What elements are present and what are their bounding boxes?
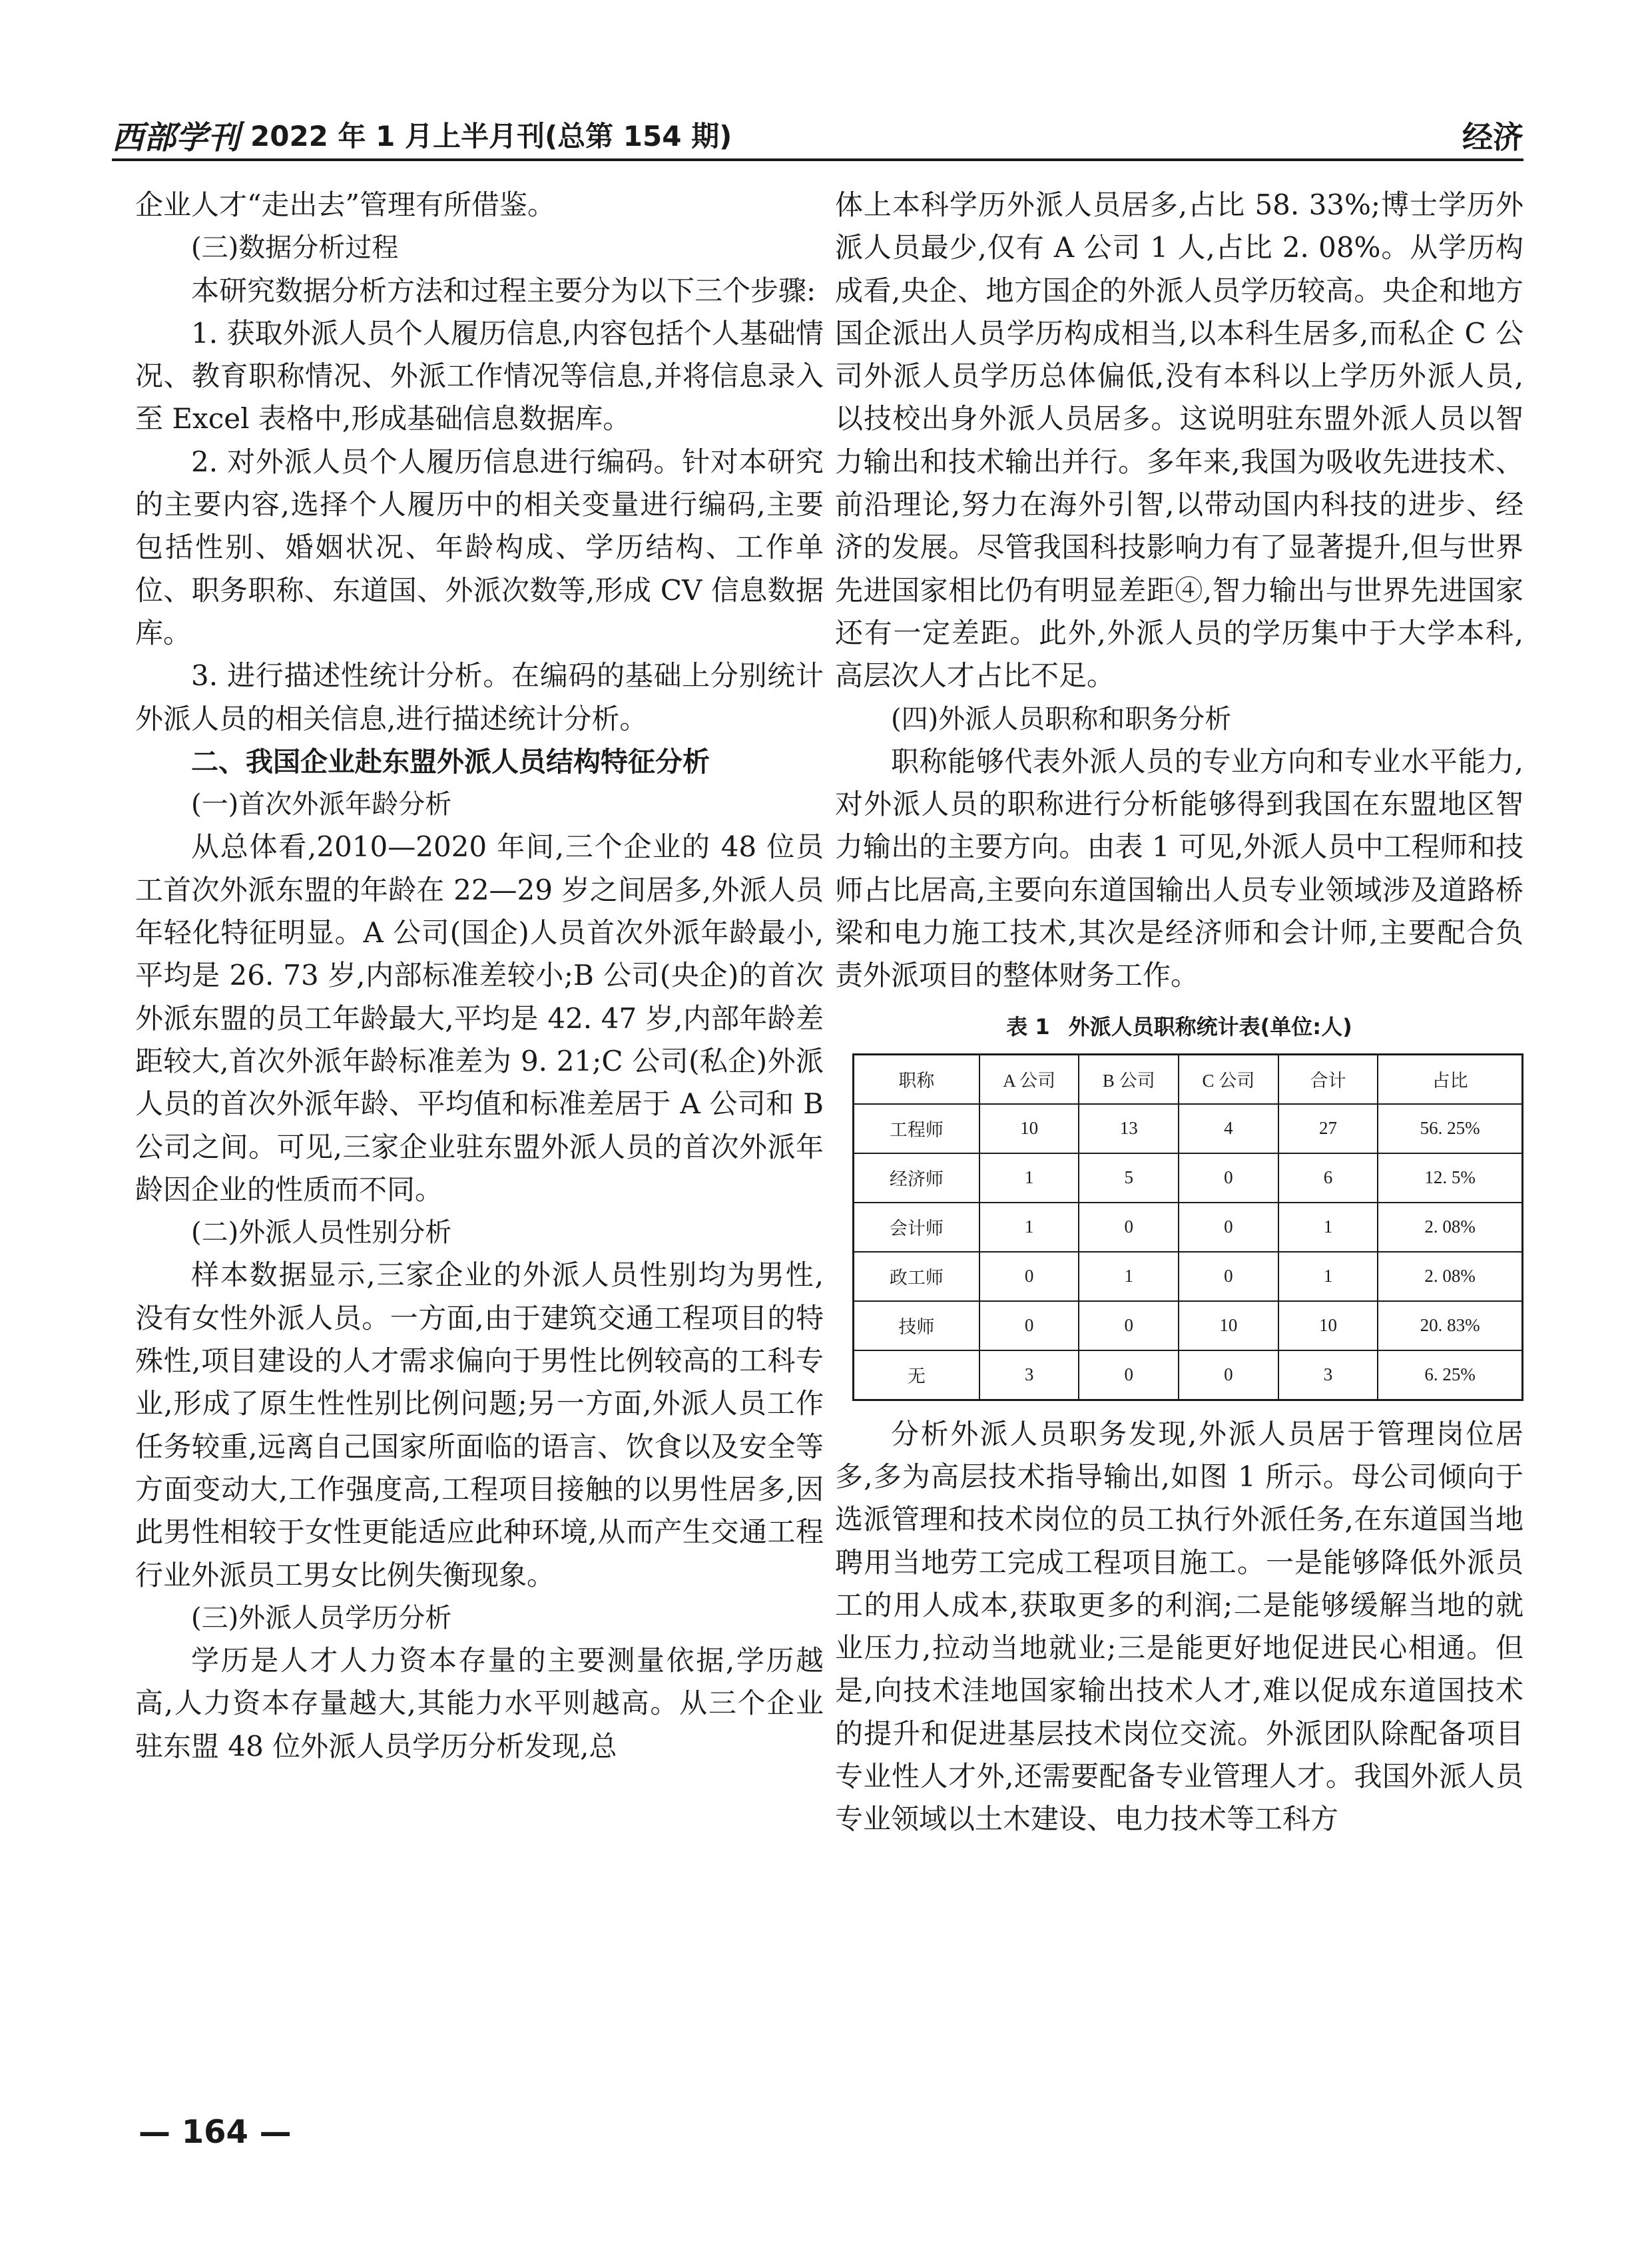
cell-c-company: 0 bbox=[1179, 1153, 1278, 1203]
paragraph: 职称能够代表外派人员的专业方向和专业水平能力,对外派人员的职称进行分析能够得到我国在东盟地区智力输出的主要方向。由表 1 可见,外派人员中工程师和技师占比居高,主要向东道国输出人员专业领域涉及道路桥梁和电力施工技术,其次是经济师和会计师,主要配合负责外派项目的整体财务工作。 bbox=[835, 744, 1523, 992]
cell-b-company: 13 bbox=[1079, 1104, 1179, 1153]
journal-logo: 西部学刊 bbox=[112, 119, 240, 156]
section-name: 经济 bbox=[1462, 119, 1523, 155]
paragraph: 2. 对外派人员个人履历信息进行编码。针对本研究的主要内容,选择个人履历中的相关变量进行编码,主要包括性别、婚姻状况、年龄构成、学历结构、工作单位、职务职称、东道国、外派次数等,形成 CV 信息数据库。 bbox=[135, 445, 824, 649]
section-heading: (三)外派人员学历分析 bbox=[191, 1602, 452, 1633]
cell-a-company: 1 bbox=[979, 1153, 1079, 1203]
page-number: — 164 — bbox=[138, 2113, 292, 2151]
cell-a-company: 10 bbox=[979, 1104, 1079, 1153]
cell-total: 1 bbox=[1278, 1203, 1378, 1252]
section-heading: (四)外派人员职称和职务分析 bbox=[891, 703, 1232, 734]
cell-total: 27 bbox=[1278, 1104, 1378, 1153]
header-ratio: 占比 bbox=[1378, 1054, 1522, 1104]
table-row bbox=[854, 1301, 1523, 1350]
table-row bbox=[854, 1104, 1523, 1153]
left-column bbox=[135, 184, 824, 1768]
cell-ratio: 56. 25% bbox=[1378, 1104, 1522, 1153]
cell-b-company: 1 bbox=[1079, 1252, 1179, 1301]
cell-ratio: 2. 08% bbox=[1378, 1252, 1522, 1301]
cell-ratio: 6. 25% bbox=[1378, 1350, 1522, 1400]
cell-a-company: 0 bbox=[979, 1252, 1079, 1301]
cell-title: 技师 bbox=[854, 1301, 979, 1350]
cell-a-company: 1 bbox=[979, 1203, 1079, 1252]
cell-b-company: 5 bbox=[1079, 1153, 1179, 1203]
cell-ratio: 12. 5% bbox=[1378, 1153, 1522, 1203]
table-row bbox=[854, 1252, 1523, 1301]
cell-title: 会计师 bbox=[854, 1203, 979, 1252]
table-caption bbox=[835, 1012, 1523, 1041]
section-heading: (三)数据分析过程 bbox=[191, 232, 399, 264]
cell-c-company: 0 bbox=[1179, 1203, 1278, 1252]
header-c-company: C 公司 bbox=[1179, 1054, 1278, 1104]
cell-c-company: 0 bbox=[1179, 1350, 1278, 1400]
header-rule bbox=[112, 158, 1523, 161]
cell-c-company: 0 bbox=[1179, 1252, 1278, 1301]
header-title: 职称 bbox=[854, 1054, 979, 1104]
cell-ratio: 20. 83% bbox=[1378, 1301, 1522, 1350]
cell-total: 6 bbox=[1278, 1153, 1378, 1203]
paragraph: 企业人才“走出去”管理有所借鉴。 bbox=[135, 188, 555, 221]
right-column bbox=[835, 184, 1523, 1841]
cell-c-company: 4 bbox=[1179, 1104, 1278, 1153]
cell-a-company: 3 bbox=[979, 1350, 1079, 1400]
cell-title: 政工师 bbox=[854, 1252, 979, 1301]
section-heading: (一)首次外派年龄分析 bbox=[191, 789, 452, 820]
table-caption-title: 外派人员职称统计表(单位:人) bbox=[1068, 1013, 1352, 1039]
cell-ratio: 2. 08% bbox=[1378, 1203, 1522, 1252]
cell-b-company: 0 bbox=[1079, 1203, 1179, 1252]
paragraph: 本研究数据分析方法和过程主要分为以下三个步骤: bbox=[191, 274, 816, 307]
running-header bbox=[112, 111, 1523, 156]
cell-title: 工程师 bbox=[854, 1104, 979, 1153]
table-row bbox=[854, 1350, 1523, 1400]
paragraph: 1. 获取外派人员个人履历信息,内容包括个人基础情况、教育职称情况、外派工作情况等信息,并将信息录入至 Excel 表格中,形成基础信息数据库。 bbox=[135, 316, 824, 435]
table-caption-number: 表 1 bbox=[1006, 1013, 1050, 1039]
cell-title: 经济师 bbox=[854, 1153, 979, 1203]
cell-title: 无 bbox=[854, 1350, 979, 1400]
cell-b-company: 0 bbox=[1079, 1350, 1179, 1400]
header-b-company: B 公司 bbox=[1079, 1054, 1179, 1104]
right-column-bottom-text bbox=[835, 1413, 1523, 1841]
section-heading: (二)外派人员性别分析 bbox=[191, 1217, 452, 1249]
paragraph: 体上本科学历外派人员居多,占比 58. 33%;博士学历外派人员最少,仅有 A 公司 1 人,占比 2. 08%。从学历构成看,央企、地方国企的外派人员学历较高。央企和地方国企派出人员学历构成相当,以本科生居多,而私企 C 公司外派人员学历总体偏低,没有本科以上学历外派人员,以技校出身外派人员居多。这说明驻东盟外派人员以智力输出和技术输出并行。多年来,我国为吸收先进技术、前沿理论,努力在海外引智,以带动国内科技的进步、经济的发展。尽管我国科技影响力有了显著提升,但与世界先进国家相比仍有明显差距④,智力输出与世界先进国家还有一定差距。此外,外派人员的学历集中于大学本科,高层次人才占比不足。 bbox=[835, 188, 1523, 693]
right-column-top-text bbox=[835, 184, 1523, 997]
table-row bbox=[854, 1203, 1523, 1252]
section-heading: 二、我国企业赴东盟外派人员结构特征分析 bbox=[191, 745, 710, 778]
paragraph: 学历是人才人力资本存量的主要测量依据,学历越高,人力资本存量越大,其能力水平则越高。从三个企业驻东盟 48 位外派人员学历分析发现,总 bbox=[135, 1644, 824, 1763]
issue-info: 2022 年 1 月上半月刊(总第 154 期) bbox=[250, 120, 732, 152]
table-row bbox=[854, 1153, 1523, 1203]
header-total: 合计 bbox=[1278, 1054, 1378, 1104]
cell-total: 10 bbox=[1278, 1301, 1378, 1350]
table-header-row bbox=[854, 1054, 1523, 1104]
paragraph: 从总体看,2010—2020 年间,三个企业的 48 位员工首次外派东盟的年龄在 22—29 岁之间居多,外派人员年轻化特征明显。A 公司(国企)人员首次外派年龄最小,平均是 26. 73 岁,内部标准差较小;B 公司(央企)的首次外派东盟的员工年龄最大,平均是 42. 47 岁,内部年龄差距较大,首次外派年龄标准差为 9. 21;C 公司(私企)外派人员的首次外派年龄、平均值和标准差居于 A 公司和 B 公司之间。可见,三家企业驻东盟外派人员的首次外派年龄因企业的性质而不同。 bbox=[135, 830, 824, 1206]
cell-a-company: 0 bbox=[979, 1301, 1079, 1350]
title-statistics-table bbox=[852, 1053, 1523, 1401]
cell-total: 3 bbox=[1278, 1350, 1378, 1400]
cell-c-company: 10 bbox=[1179, 1301, 1278, 1350]
paragraph: 3. 进行描述性统计分析。在编码的基础上分别统计外派人员的相关信息,进行描述统计分析。 bbox=[135, 659, 824, 735]
paragraph: 分析外派人员职务发现,外派人员居于管理岗位居多,多为高层技术指导输出,如图 1 所示。母公司倾向于选派管理和技术岗位的员工执行外派任务,在东道国当地聘用当地劳工完成工程项目施工。一是能够降低外派员工的用人成本,获取更多的利润;二是能够缓解当地的就业压力,拉动当地就业;三是能更好地促进民心相通。但是,向技术洼地国家输出技术人才,难以促成东道国技术的提升和促进基层技术岗位交流。外派团队除配备项目专业性人才外,还需要配备专业管理人才。我国外派人员专业领域以土木建设、电力技术等工科方 bbox=[835, 1417, 1523, 1836]
cell-b-company: 0 bbox=[1079, 1301, 1179, 1350]
cell-total: 1 bbox=[1278, 1252, 1378, 1301]
paragraph: 样本数据显示,三家企业的外派人员性别均为男性,没有女性外派人员。一方面,由于建筑交通工程项目的特殊性,项目建设的人才需求偏向于男性比例较高的工科专业,形成了原生性性别比例问题;另一方面,外派人员工作任务较重,远离自己国家所面临的语言、饮食以及安全等方面变动大,工作强度高,工程项目接触的以男性居多,因此男性相较于女性更能适应此种环境,从而产生交通工程行业外派员工男女比例失衡现象。 bbox=[135, 1259, 824, 1591]
header-a-company: A 公司 bbox=[979, 1054, 1079, 1104]
